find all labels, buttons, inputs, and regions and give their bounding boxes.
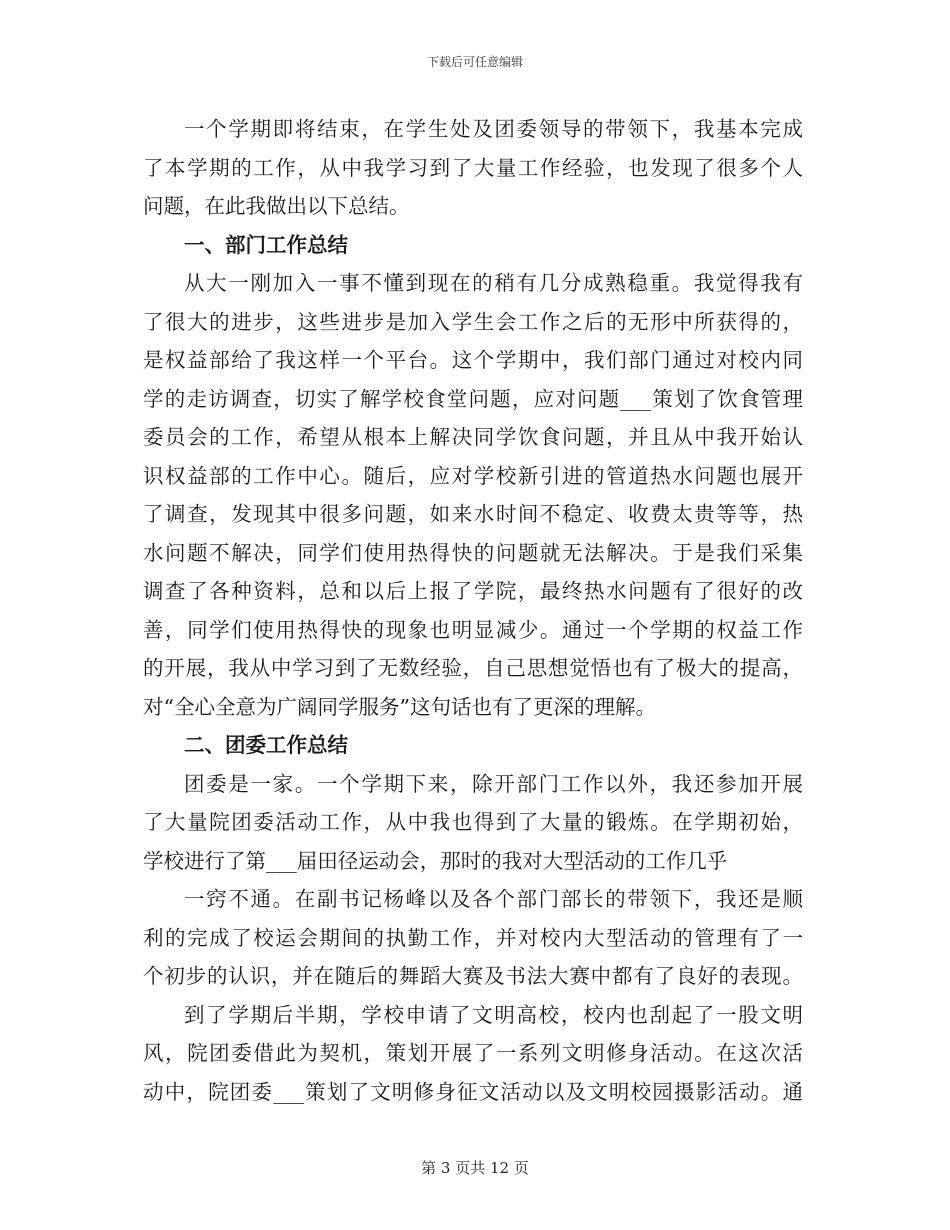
text-line: 动中，院团委___策划了文明修身征文活动以及文明校园摄影活动。通	[143, 1079, 803, 1104]
text-line: 问题，在此我做出以下总结。	[143, 194, 410, 218]
text-line: 学校进行了第___届田径运动会，那时的我对大型活动的工作几乎	[143, 848, 728, 873]
text-line: 是权益部给了我这样一个平台。这个学期中，我们部门通过对校内同	[143, 348, 803, 372]
text-line: 识权益部的工作中心。随后，应对学校新引进的管道热水问题也展开	[143, 463, 803, 488]
text-line: 了本学期的工作，从中我学习到了大量工作经验，也发现了很多个人	[143, 155, 803, 180]
text-line: 的开展，我从中学习到了无数经验，自己思想觉悟也有了极大的提高，	[143, 656, 803, 680]
text-line: 一个学期即将结束，在学生处及团委领导的带领下，我基本完成	[184, 117, 803, 141]
text-line: 利的完成了校运会期间的执勤工作，并对校内大型活动的管理有了一	[143, 925, 803, 950]
document-body	[143, 110, 803, 1111]
section-heading: 一、部门工作总结	[184, 232, 348, 257]
text-line: 风，院团委借此为契机，策划开展了一系列文明修身活动。在这次活	[143, 1041, 803, 1065]
text-line: 善，同学们使用热得快的现象也明显减少。通过一个学期的权益工作	[143, 617, 803, 642]
text-line: 学的走访调查，切实了解学校食堂问题，应对问题___策划了饮食管理	[143, 386, 803, 411]
text-line: 委员会的工作，希望从根本上解决同学饮食问题，并且从中我开始认	[143, 425, 803, 449]
text-line: 从大一刚加入一事不懂到现在的稍有几分成熟稳重。我觉得我有	[184, 271, 803, 295]
text-line: 调查了各种资料，总和以后上报了学院，最终热水问题有了很好的改	[143, 579, 803, 603]
text-line: 到了学期后半期，学校申请了文明高校，校内也刮起了一股文明	[184, 1002, 803, 1027]
page-header: 下载后可任意编辑	[426, 55, 523, 69]
text-line: 了调查，发现其中很多问题，如来水时间不稳定、收费太贵等等，热	[143, 502, 803, 526]
text-line: 团委是一家。一个学期下来，除开部门工作以外，我还参加开展	[184, 771, 803, 796]
page-footer: 第 3 页共 12 页	[421, 1159, 529, 1177]
text-line: 水问题不解决，同学们使用热得快的问题就无法解决。于是我们采集	[143, 540, 803, 565]
text-line: 了很大的进步，这些进步是加入学生会工作之后的无形中所获得的，	[143, 309, 803, 334]
text-line: 对“全心全意为广阔同学服务”这句话也有了更深的理解。	[143, 694, 656, 719]
text-line: 个初步的认识，并在随后的舞蹈大赛及书法大赛中都有了良好的表现。	[143, 964, 803, 988]
text-line: 一窍不通。在副书记杨峰以及各个部门部长的带领下，我还是顺	[184, 887, 803, 911]
section-heading: 二、团委工作总结	[184, 733, 348, 757]
text-line: 了大量院团委活动工作，从中我也得到了大量的锻炼。在学期初始，	[143, 810, 803, 834]
